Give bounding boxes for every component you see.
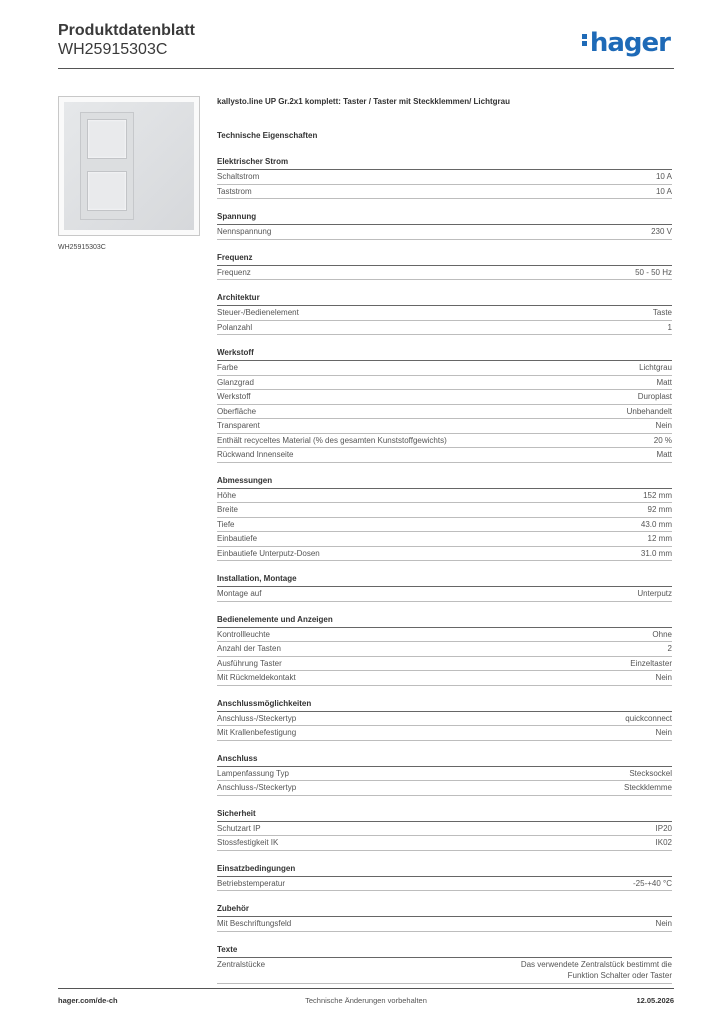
spec-label: Enthält recyceltes Material (% des gesamten Kunststoffgewichts): [217, 435, 447, 445]
spec-row: [217, 448, 672, 463]
spec-label: Ausführung Taster: [217, 658, 282, 668]
spec-row: [217, 321, 672, 336]
spec-row: [217, 503, 672, 518]
spec-value: 31.0 mm: [640, 548, 672, 558]
spec-label: Mit Krallenbefestigung: [217, 728, 297, 737]
spec-row: [217, 185, 672, 200]
spec-row: [217, 361, 672, 376]
tech-properties-title: Technische Eigenschaften: [217, 131, 318, 140]
footer-disclaimer: Technische Änderungen vorbehalten: [305, 996, 427, 1005]
spec-label: Betriebstemperatur: [217, 878, 286, 888]
spec-row: [217, 225, 672, 240]
spec-section: [217, 347, 672, 463]
spec-label: Lampenfassung Typ: [217, 768, 289, 778]
section-heading: Texte: [217, 944, 672, 958]
product-code: WH25915303C: [58, 41, 168, 58]
section-heading: Bedienelemente und Anzeigen: [217, 614, 672, 628]
spec-row: [217, 518, 672, 533]
spec-row: [217, 822, 672, 837]
spec-value: Steckklemme: [623, 783, 672, 792]
logo-dots-icon: [582, 32, 588, 48]
spec-label: Tiefe: [217, 519, 235, 529]
spec-row: [217, 671, 672, 686]
spec-label: Oberfläche: [217, 406, 257, 416]
spec-row: [217, 958, 672, 984]
spec-value: 2: [667, 644, 672, 653]
document-title: Produktdatenblatt: [58, 22, 195, 39]
spec-label: Mit Beschriftungsfeld: [217, 919, 292, 928]
spec-label: Schaltstrom: [217, 172, 260, 181]
spec-value: 20 %: [653, 435, 672, 445]
spec-value: 1: [667, 322, 672, 332]
spec-value: Taste: [652, 308, 672, 317]
rocker-bottom: [87, 171, 127, 211]
spec-label: Frequenz: [217, 267, 251, 277]
spec-value: 92 mm: [647, 505, 672, 514]
spec-section: [217, 156, 672, 199]
spec-value: 152 mm: [643, 490, 672, 500]
spec-value: Unterputz: [637, 589, 672, 598]
switch-frame: [64, 102, 194, 230]
section-heading: Abmessungen: [217, 475, 672, 489]
spec-label: Stossfestigkeit IK: [217, 838, 279, 847]
header-divider: [58, 68, 674, 69]
spec-row: [217, 170, 672, 185]
spec-label: Schutzart IP: [217, 823, 261, 833]
section-heading: Einsatzbedingungen: [217, 863, 672, 877]
spec-row: [217, 405, 672, 420]
spec-value: Einzeltaster: [630, 658, 672, 668]
footer-divider: [58, 988, 674, 989]
spec-label: Anzahl der Tasten: [217, 644, 281, 653]
spec-row: [217, 434, 672, 449]
spec-label: Kontrollleuchte: [217, 629, 270, 639]
product-description: kallysto.line UP Gr.2x1 komplett: Taster / Taster mit Steckklemmen/ Lichtgrau: [217, 97, 510, 106]
spec-row: [217, 642, 672, 657]
spec-value: Ohne: [652, 629, 672, 639]
spec-row: [217, 390, 672, 405]
spec-label: Steuer-/Bedienelement: [217, 308, 299, 317]
spec-value: Matt: [656, 450, 672, 459]
spec-label: Höhe: [217, 490, 237, 500]
spec-value: Nein: [655, 919, 672, 928]
spec-value: Das verwendete Zentralstück bestimmt die Funktion Schalter oder Taster: [520, 959, 672, 980]
spec-label: Glanzgrad: [217, 377, 254, 387]
section-heading: Installation, Montage: [217, 573, 672, 587]
rocker-top: [87, 119, 127, 159]
spec-row: [217, 532, 672, 547]
spec-value: 50 - 50 Hz: [635, 267, 672, 277]
spec-row: [217, 917, 672, 932]
spec-row: [217, 419, 672, 434]
spec-row: [217, 726, 672, 741]
spec-label: Rückwand Innenseite: [217, 450, 294, 459]
spec-row: [217, 266, 672, 281]
spec-value: Nein: [655, 673, 672, 682]
spec-label: Nennspannung: [217, 227, 272, 236]
image-caption: WH25915303C: [58, 244, 106, 251]
spec-value: quickconnect: [625, 713, 672, 723]
spec-section: [217, 573, 672, 602]
section-heading: Anschluss: [217, 753, 672, 767]
spec-section: [217, 614, 672, 686]
hager-logo: [582, 28, 670, 58]
section-heading: Werkstoff: [217, 347, 672, 361]
spec-value: 10 A: [655, 186, 672, 196]
spec-section: [217, 903, 672, 932]
spec-section: [217, 292, 672, 335]
spec-value: Stecksockel: [629, 768, 672, 778]
section-heading: Frequenz: [217, 252, 672, 266]
spec-value: IK02: [655, 838, 672, 847]
spec-section: [217, 475, 672, 562]
spec-value: IP20: [655, 823, 672, 833]
spec-value: Unbehandelt: [626, 406, 672, 416]
spec-value: 10 A: [655, 172, 672, 181]
spec-section: [217, 808, 672, 851]
section-heading: Spannung: [217, 211, 672, 225]
spec-section: [217, 863, 672, 892]
spec-label: Transparent: [217, 421, 260, 430]
spec-label: Anschluss-/Steckertyp: [217, 783, 297, 792]
spec-value: Nein: [655, 728, 672, 737]
footer-website: hager.com/de-ch: [58, 996, 118, 1005]
spec-row: [217, 628, 672, 643]
spec-label: Breite: [217, 505, 238, 514]
section-heading: Architektur: [217, 292, 672, 306]
section-heading: Elektrischer Strom: [217, 156, 672, 170]
spec-sections: [217, 156, 672, 984]
spec-value: -25-+40 °C: [633, 878, 672, 888]
spec-label: Taststrom: [217, 186, 252, 196]
spec-value: Lichtgrau: [639, 363, 672, 372]
spec-row: [217, 657, 672, 672]
spec-value: 43.0 mm: [640, 519, 672, 529]
spec-label: Polanzahl: [217, 322, 253, 332]
spec-label: Montage auf: [217, 589, 262, 598]
spec-row: [217, 877, 672, 892]
spec-row: [217, 836, 672, 851]
section-heading: Sicherheit: [217, 808, 672, 822]
spec-value: 12 mm: [647, 534, 672, 543]
spec-row: [217, 587, 672, 602]
spec-value: Nein: [655, 421, 672, 430]
spec-row: [217, 781, 672, 796]
section-heading: Zubehör: [217, 903, 672, 917]
spec-row: [217, 376, 672, 391]
product-image: [58, 96, 200, 236]
spec-section: [217, 753, 672, 796]
spec-label: Einbautiefe: [217, 534, 258, 543]
spec-label: Mit Rückmeldekontakt: [217, 673, 296, 682]
spec-label: Farbe: [217, 363, 238, 372]
spec-row: [217, 306, 672, 321]
spec-value: Duroplast: [637, 392, 672, 401]
logo-text: hager: [589, 28, 670, 58]
spec-section: [217, 944, 672, 984]
spec-row: [217, 712, 672, 727]
spec-section: [217, 211, 672, 240]
spec-content: [217, 96, 672, 984]
spec-section: [217, 252, 672, 281]
footer-date: 12.05.2026: [636, 996, 674, 1005]
spec-label: Einbautiefe Unterputz-Dosen: [217, 548, 320, 558]
spec-label: Werkstoff: [217, 392, 251, 401]
spec-label: Zentralstücke: [217, 959, 266, 969]
spec-value: 230 V: [651, 227, 672, 236]
section-heading: Anschlussmöglichkeiten: [217, 698, 672, 712]
spec-row: [217, 489, 672, 504]
spec-section: [217, 698, 672, 741]
spec-row: [217, 547, 672, 562]
header: [58, 22, 674, 60]
switch-plate: [80, 112, 134, 220]
spec-row: [217, 767, 672, 782]
spec-label: Anschluss-/Steckertyp: [217, 713, 297, 723]
spec-value: Matt: [656, 377, 672, 387]
